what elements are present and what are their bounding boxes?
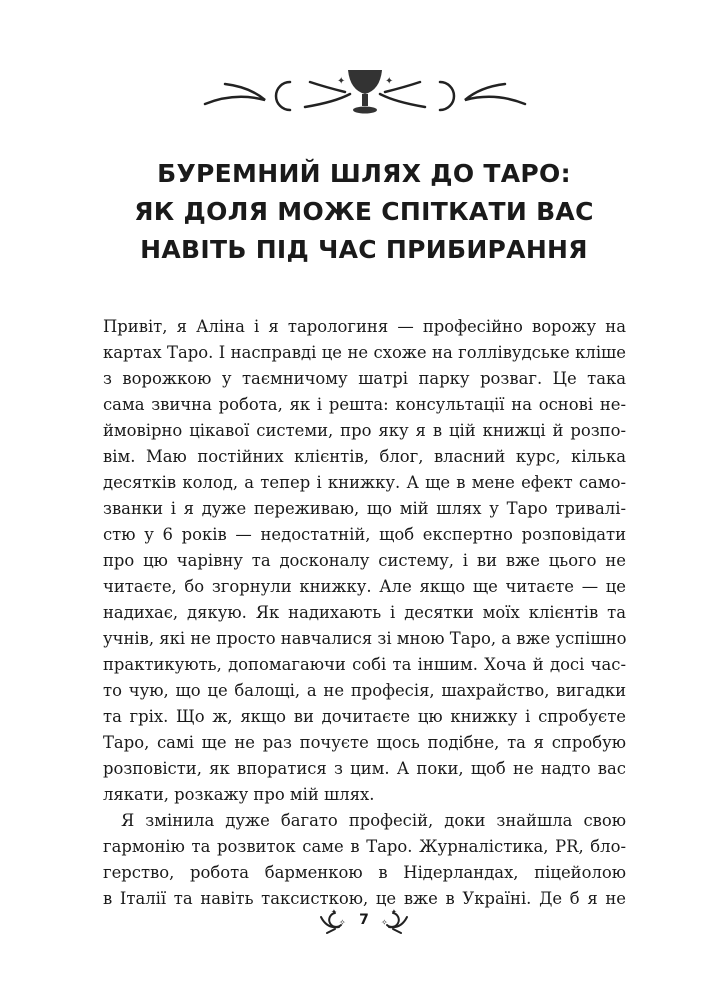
text-line: Привіт, я Аліна і я тарологиня — професійно ворожу на bbox=[103, 317, 626, 336]
text-line: надихає, дякую. Як надихають і десятки моїх клієнтів та bbox=[103, 603, 626, 622]
svg-text:✦: ✦ bbox=[390, 908, 397, 916]
title-line: БУРЕМНИЙ ШЛЯХ ДО ТАРО: bbox=[157, 159, 571, 188]
text-line: та гріх. Що ж, якщо ви дочитаєте цю книжку і спробуєте bbox=[103, 707, 626, 726]
text-line: Таро, самі ще не раз почуєте щось подібне, та я спробую bbox=[103, 733, 626, 752]
text-line: розповісти, як впоратися з цим. А поки, щоб не надто вас bbox=[103, 759, 626, 778]
title-line: НАВІТЬ ПІД ЧАС ПРИБИРАННЯ bbox=[140, 235, 588, 264]
svg-text:✦: ✦ bbox=[331, 908, 337, 916]
page-footer bbox=[0, 905, 728, 935]
text-line: про цю чарівну та досконалу систему, і ви вже цього не bbox=[103, 551, 626, 570]
text-line: в Італії та навіть таксисткою, це вже в Україні. Де б я не bbox=[103, 889, 626, 908]
text-line: то чую, що це балощі, а не професія, шахрайство, вигадки bbox=[103, 681, 626, 700]
text-line: лякати, розкажу про мій шлях. bbox=[103, 785, 375, 804]
text-line: гармонію та розвиток саме в Таро. Журналістика, PR, бло- bbox=[103, 837, 626, 856]
page-number: 7 bbox=[359, 912, 369, 928]
text-line: десятків колод, а тепер і книжку. А ще в мене ефект само- bbox=[103, 473, 626, 492]
svg-text:✧: ✧ bbox=[380, 918, 388, 927]
chapter-title bbox=[0, 155, 728, 269]
text-line: читаєте, бо згорнули книжку. Але якщо ще читаєте — це bbox=[103, 577, 626, 596]
text-line: учнів, які не просто навчалися зі мною Таро, а вже успішно bbox=[103, 629, 627, 648]
text-line: званки і я дуже переживаю, що мій шлях у Таро тривалі- bbox=[103, 499, 626, 518]
chalice-ornament-icon bbox=[195, 62, 535, 122]
body-text bbox=[103, 314, 626, 912]
text-line: сама звична робота, як і решта: консультації на основі не- bbox=[103, 395, 626, 414]
text-line: ймовірно цікавої системи, про яку я в цій книжці й розпо- bbox=[103, 421, 626, 440]
svg-text:✦: ✦ bbox=[337, 76, 346, 87]
text-line: картах Таро. І насправді це не схоже на голлівудське кліше bbox=[103, 343, 626, 362]
moon-flourish-left-icon bbox=[319, 905, 349, 935]
text-line: вім. Маю постійних клієнтів, блог, власний курс, кілька bbox=[103, 447, 626, 466]
text-line: практикують, допомагаючи собі та іншим. Хоча й досі час- bbox=[103, 655, 626, 674]
svg-text:✧: ✧ bbox=[339, 918, 346, 927]
title-line: ЯК ДОЛЯ МОЖЕ СПІТКАТИ ВАС bbox=[134, 197, 594, 226]
text-line: герство, робота барменкою в Нідерландах, піцейолою bbox=[103, 863, 626, 882]
text-line: з ворожкою у таємничому шатрі парку розваг. Це така bbox=[103, 369, 626, 388]
text-line: стю у 6 років — недостатній, щоб експертно розповідати bbox=[103, 525, 626, 544]
svg-text:✦: ✦ bbox=[385, 76, 394, 87]
moon-flourish-right-icon bbox=[379, 905, 409, 935]
text-line: Я змінила дуже багато професій, доки знайшла свою bbox=[121, 811, 626, 830]
